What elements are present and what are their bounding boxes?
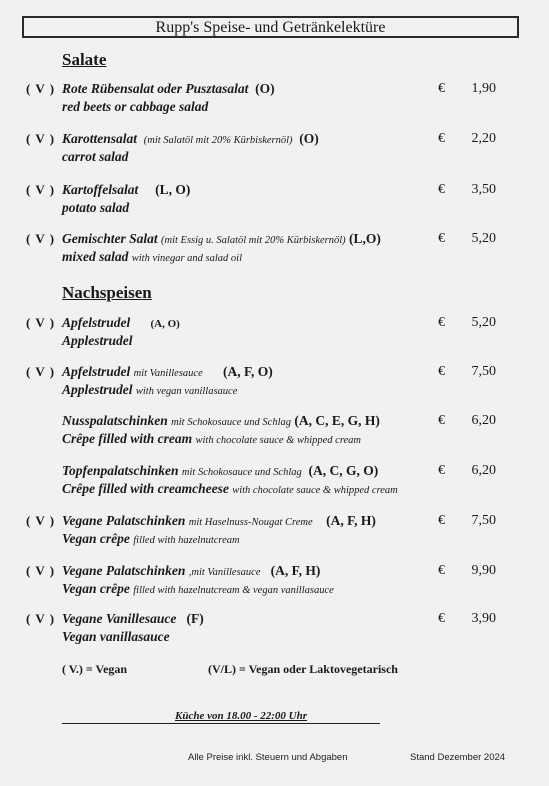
item-price: 2,20: [471, 131, 496, 146]
menu-item: [0, 513, 549, 553]
item-allergens: (L,O): [349, 231, 381, 246]
item-description: mit Haselnuss-Nougat Creme: [188, 517, 313, 528]
item-allergens: (O): [299, 131, 319, 146]
item-english-description: with chocolate sauce & whipped cream: [195, 435, 362, 446]
item-allergens: (L, O): [155, 182, 191, 197]
legend-vegan: ( V.) = Vegan: [62, 662, 128, 676]
item-price: 7,50: [471, 513, 496, 528]
item-price: 5,20: [471, 315, 496, 330]
item-english-description: with vinegar and salad oil: [131, 253, 242, 264]
menu-item: [0, 231, 549, 271]
item-description: (mit Essig u. Salatöl mit 20% Kürbiskernöl): [161, 235, 346, 246]
menu-item: [0, 563, 549, 603]
item-name: Apfelstrudel: [62, 315, 131, 330]
currency-symbol: €: [438, 182, 445, 197]
item-allergens: (A, O): [150, 318, 180, 330]
currency-symbol: €: [438, 131, 445, 146]
item-name: Apfelstrudel: [62, 364, 131, 379]
item-allergens: (A, F, H): [270, 563, 321, 578]
menu-item: [0, 463, 549, 503]
menu-item: [0, 131, 549, 171]
menu-item: [0, 364, 549, 404]
currency-symbol: €: [438, 413, 445, 428]
menu-item: [0, 611, 549, 651]
vegan-marker: ( V ): [26, 182, 56, 197]
currency-symbol: €: [438, 513, 445, 528]
item-description: ,mit Vanillesauce: [188, 567, 261, 578]
item-english-name: mixed salad: [62, 249, 129, 264]
item-price: 6,20: [471, 463, 496, 478]
item-allergens: (A, F, O): [223, 364, 273, 379]
item-name: Gemischter Salat: [62, 231, 158, 246]
item-allergens: (A, C, E, G, H): [294, 413, 380, 428]
menu-item: [0, 182, 549, 222]
item-english-name: Vegan vanillasauce: [62, 629, 170, 644]
item-price: 3,50: [471, 182, 496, 197]
menu-item: [0, 413, 549, 453]
section-heading-nachspeisen: Nachspeisen: [62, 283, 152, 302]
legend-vegan-lacto: (V/L) = Vegan oder Laktovegetarisch: [208, 662, 398, 676]
vegan-marker: ( V ): [26, 611, 56, 626]
item-english-name: potato salad: [62, 200, 130, 215]
item-english-name: Applestrudel: [62, 333, 133, 348]
currency-symbol: €: [438, 364, 445, 379]
item-allergens: (F): [186, 611, 204, 626]
item-description: mit Schokosauce und Schlag: [181, 467, 302, 478]
item-name: Topfenpalatschinken: [62, 463, 179, 478]
kitchen-hours: Küche von 18.00 - 22:00 Uhr: [62, 710, 380, 724]
vegan-marker: ( V ): [26, 131, 56, 146]
item-name: Nusspalatschinken: [62, 413, 168, 428]
item-name: Rote Rübensalat oder Pusztasalat: [62, 81, 249, 96]
item-name: Vegane Palatschinken: [62, 513, 186, 528]
item-allergens: (A, C, G, O): [308, 463, 379, 478]
item-allergens: (O): [255, 81, 275, 96]
item-name: Vegane Palatschinken: [62, 563, 186, 578]
item-allergens: (A, F, H): [326, 513, 376, 528]
item-english-description: filled with hazelnutcream: [133, 535, 240, 546]
vegan-marker: ( V ): [26, 315, 56, 330]
item-english-description: filled with hazelnutcream & vegan vanillasauce: [133, 585, 334, 596]
item-price: 5,20: [471, 231, 496, 246]
currency-symbol: €: [438, 231, 445, 246]
item-name: Vegane Vanillesauce: [62, 611, 177, 626]
currency-symbol: €: [438, 81, 445, 96]
item-price: 7,50: [471, 364, 496, 379]
item-english-name: Crêpe filled with creamcheese: [62, 481, 229, 496]
item-english-name: Applestrudel: [62, 382, 133, 397]
item-english-description: with chocolate sauce & whipped cream: [232, 485, 398, 496]
item-english-description: with vegan vanillasauce: [135, 386, 238, 397]
vegan-marker: ( V ): [26, 81, 56, 96]
item-english-name: carrot salad: [62, 149, 129, 164]
item-english-name: red beets or cabbage salad: [62, 99, 209, 114]
menu-item: [0, 81, 549, 121]
item-price: 1,90: [471, 81, 496, 96]
item-price: 6,20: [471, 413, 496, 428]
vegan-marker: ( V ): [26, 231, 56, 246]
item-price: 3,90: [471, 611, 496, 626]
vegan-marker: ( V ): [26, 364, 56, 379]
menu-item: [0, 315, 549, 355]
section-heading-salate: Salate: [62, 50, 107, 69]
currency-symbol: €: [438, 315, 445, 330]
item-description: mit Vanillesauce: [133, 368, 203, 379]
item-english-name: Vegan crêpe: [62, 581, 130, 596]
item-name: Karottensalat: [62, 131, 138, 146]
item-description: mit Schokosauce und Schlag: [171, 417, 292, 428]
item-description: (mit Salatöl mit 20% Kürbiskernöl): [143, 135, 293, 146]
vegan-marker: ( V ): [26, 513, 56, 528]
item-name: Kartoffelsalat: [62, 182, 139, 197]
currency-symbol: €: [438, 611, 445, 626]
item-price: 9,90: [471, 563, 496, 578]
currency-symbol: €: [438, 563, 445, 578]
item-english-name: Vegan crêpe: [62, 531, 130, 546]
footer-date: Stand Dezember 2024: [410, 752, 506, 763]
item-english-name: Crêpe filled with cream: [62, 431, 193, 446]
vegan-marker: ( V ): [26, 563, 56, 578]
menu-title: Rupp's Speise- und Getränkelektüre: [22, 16, 519, 38]
footer-taxes-note: Alle Preise inkl. Steuern und Abgaben: [188, 752, 348, 763]
currency-symbol: €: [438, 463, 445, 478]
